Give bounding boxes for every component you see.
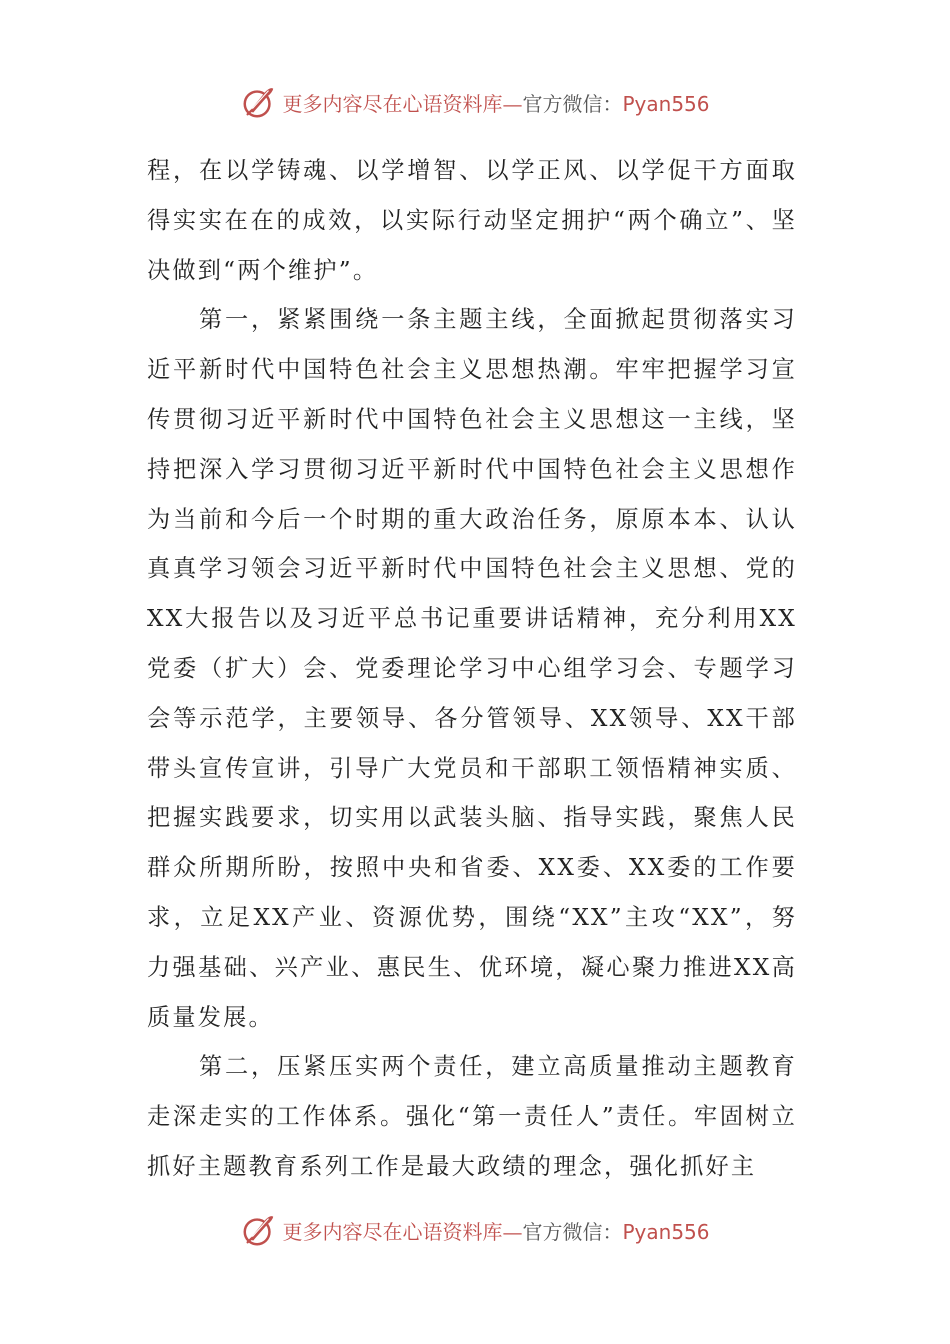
banner-wechat-label: 官方微信： <box>522 1219 623 1244</box>
banner-dash: — <box>502 1219 523 1244</box>
paragraph-3: 第二，压紧压实两个责任，建立高质量推动主题教育走深走实的工作体系。强化“第一责任人”责任。牢固树立抓好主题教育系列工作是最大政绩的理念，强化抓好主 <box>147 1053 797 1180</box>
document-body <box>147 146 797 1192</box>
quill-pen-logo-icon <box>240 83 278 121</box>
paragraph-1: 程，在以学铸魂、以学增智、以学正风、以学促干方面取得实实在在的成效，以实际行动坚定拥护“两个确立”、坚决做到“两个维护”。 <box>147 157 797 284</box>
quill-pen-logo-icon <box>240 1211 278 1249</box>
banner-site: 更多内容尽在心语资料库 <box>282 1219 503 1244</box>
banner-wechat-id: Pyan556 <box>622 91 710 116</box>
footer-banner <box>0 1210 950 1250</box>
banner-text <box>282 88 709 117</box>
banner-dash: — <box>502 91 523 116</box>
paragraph-2: 第一，紧紧围绕一条主题主线，全面掀起贯彻落实习近平新时代中国特色社会主义思想热潮。牢牢把握学习宣传贯彻习近平新时代中国特色社会主义思想这一主线，坚持把深入学习贯彻习近平新时代中国特色社会主义思想作为当前和今后一个时期的重大政治任务，原原本本、认认真真学习领会习近平新时代中国特色社会主义思想、党的XX大报告以及习近平总书记重要讲话精神，充分利用XX党委（扩大）会、党委理论学习中心组学习会、专题学习会等示范学，主要领导、各分管领导、XX领导、XX干部带头宣传宣讲，引导广大党员和干部职工领悟精神实质、把握实践要求，切实用以武装头脑、指导实践，聚焦人民群众所期所盼，按照中央和省委、XX委、XX委的工作要求，立足XX产业、资源优势，围绕“XX”主攻“XX”，努力强基础、兴产业、惠民生、优环境，凝心聚力推进XX高质量发展。 <box>147 306 797 1031</box>
banner-wechat-id: Pyan556 <box>622 1219 710 1244</box>
banner-site: 更多内容尽在心语资料库 <box>282 91 503 116</box>
banner-text <box>282 1216 709 1245</box>
banner-wechat-label: 官方微信： <box>522 91 623 116</box>
header-banner <box>0 82 950 122</box>
